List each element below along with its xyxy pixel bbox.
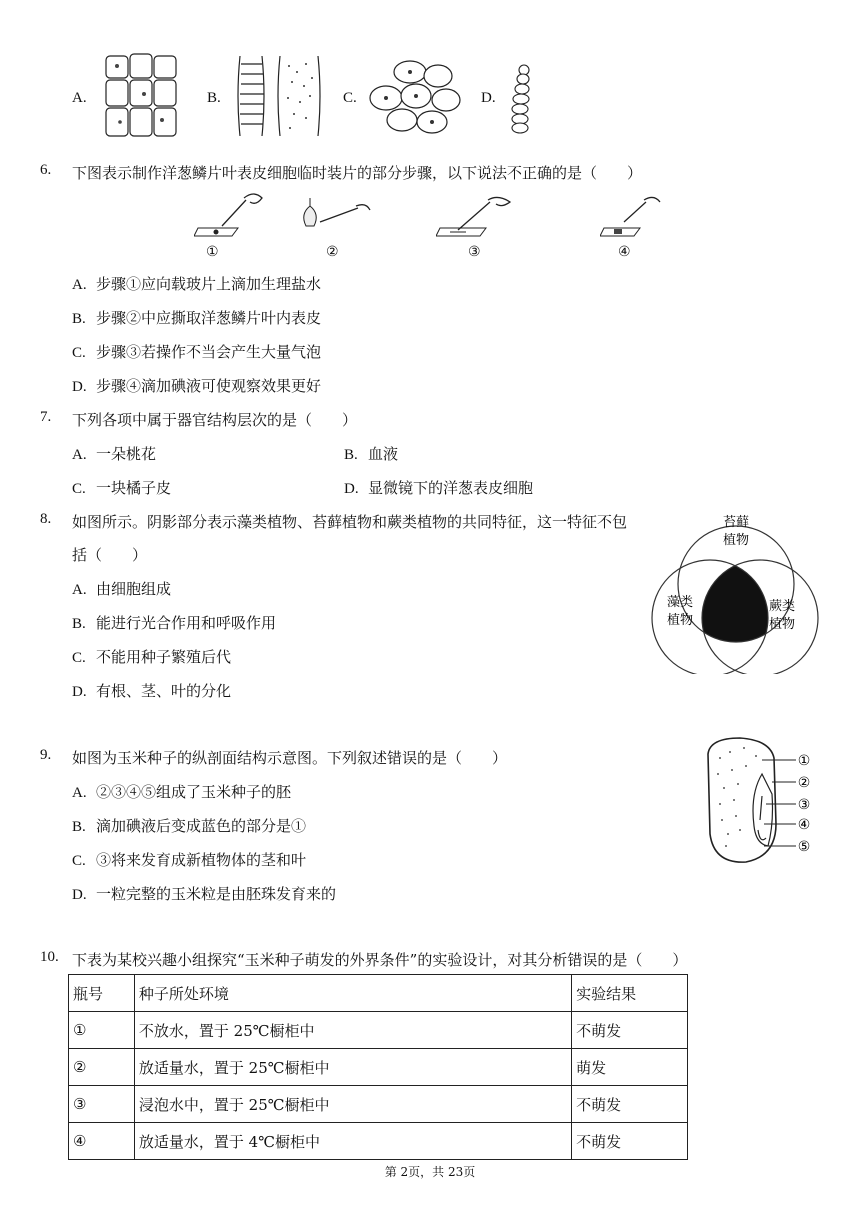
option-text: 血液 <box>368 445 399 463</box>
option-letter: C. <box>72 650 86 666</box>
step-3-figure <box>436 192 516 242</box>
option-text: 一粒完整的玉米粒是由胚珠发育来的 <box>96 885 337 903</box>
venn-left-label-1: 藻类 <box>666 595 694 610</box>
table-cell: 放适量水，置于 25℃橱柜中 <box>134 1049 571 1086</box>
question-number: 8. <box>40 511 52 527</box>
table-cell: ① <box>69 1012 135 1049</box>
q5-option-b-image <box>234 52 324 140</box>
table-cell: 不萌发 <box>572 1012 688 1049</box>
q5-option-c-label: C. <box>343 90 357 106</box>
venn-right-label-2: 植物 <box>768 617 796 632</box>
question-stem: 下列各项中属于器官结构层次的是（ ） <box>72 411 358 429</box>
table-row <box>69 1123 688 1160</box>
q5-option-c-image <box>364 58 468 136</box>
option-letter: A. <box>72 582 87 598</box>
option-d[interactable] <box>72 680 231 701</box>
table-header-cell: 瓶号 <box>69 975 135 1012</box>
option-text: ②③④⑤组成了玉米种子的胚 <box>96 783 292 801</box>
option-b[interactable] <box>72 815 306 836</box>
venn-right-label-1: 蕨类 <box>768 599 796 614</box>
question-number: 9. <box>40 747 52 763</box>
experiment-table <box>68 974 688 1160</box>
option-d[interactable] <box>72 375 321 396</box>
option-text: 步骤③若操作不当会产生大量气泡 <box>96 343 322 361</box>
venn-left-label-2: 植物 <box>666 613 694 628</box>
table-cell: 不放水，置于 25℃橱柜中 <box>134 1012 571 1049</box>
seed-label-4: ④ <box>797 817 811 833</box>
table-cell: 浸泡水中，置于 25℃橱柜中 <box>134 1086 571 1123</box>
option-c[interactable] <box>72 477 171 498</box>
q5-option-b-label: B. <box>207 90 221 106</box>
option-b[interactable] <box>344 443 398 464</box>
page-footer: 第 2页，共 23页 <box>384 1165 476 1179</box>
option-d[interactable] <box>72 883 336 904</box>
step-1-figure <box>194 192 268 242</box>
step-3-label: ③ <box>468 244 481 260</box>
step-1-label: ① <box>206 244 219 260</box>
option-letter: B. <box>72 819 86 835</box>
question-stem-line1: 如图所示。阴影部分表示藻类植物、苔藓植物和蕨类植物的共同特征，这一特征不包 <box>72 513 628 531</box>
corn-seed-diagram <box>700 734 812 870</box>
question-number: 10. <box>40 949 59 965</box>
option-c[interactable] <box>72 341 321 362</box>
table-cell: 不萌发 <box>572 1086 688 1123</box>
seed-label-2: ② <box>797 775 811 791</box>
option-letter: A. <box>72 277 87 293</box>
option-text: 不能用种子繁殖后代 <box>96 648 232 666</box>
question-stem: 下表为某校兴趣小组探究“玉米种子萌发的外界条件”的实验设计，对其分析错误的是（ ） <box>72 951 688 969</box>
step-4-label: ④ <box>618 244 631 260</box>
venn-top-label-2: 植物 <box>722 533 750 548</box>
question-stem: 如图为玉米种子的纵剖面结构示意图。下列叙述错误的是（ ） <box>72 749 508 767</box>
venn-diagram <box>648 504 824 674</box>
option-d[interactable] <box>344 477 533 498</box>
table-row <box>69 1086 688 1123</box>
option-text: 一朵桃花 <box>96 445 157 463</box>
option-letter: A. <box>72 447 87 463</box>
option-letter: A. <box>72 785 87 801</box>
option-b[interactable] <box>72 612 276 633</box>
venn-top-label-1: 苔藓 <box>722 515 750 530</box>
table-cell: 不萌发 <box>572 1123 688 1160</box>
question-stem-line2: 括（ ） <box>72 546 148 564</box>
option-text: 由细胞组成 <box>96 580 172 598</box>
q5-option-a-label: A. <box>72 90 87 106</box>
seed-label-5: ⑤ <box>797 839 811 855</box>
option-letter: D. <box>344 481 359 497</box>
option-letter: B. <box>344 447 358 463</box>
table-cell: 萌发 <box>572 1049 688 1086</box>
table-row <box>69 1049 688 1086</box>
seed-label-1: ① <box>797 753 811 769</box>
question-number: 6. <box>40 162 52 178</box>
step-2-figure <box>296 192 374 242</box>
option-text: 显微镜下的洋葱表皮细胞 <box>368 479 534 497</box>
table-header-cell: 种子所处环境 <box>134 975 571 1012</box>
table-cell: 放适量水，置于 4℃橱柜中 <box>134 1123 571 1160</box>
option-text: 一块橘子皮 <box>96 479 172 497</box>
seed-label-3: ③ <box>797 797 811 813</box>
option-text: 步骤④滴加碘液可使观察效果更好 <box>96 377 322 395</box>
table-header-cell: 实验结果 <box>572 975 688 1012</box>
step-2-label: ② <box>326 244 339 260</box>
option-b[interactable] <box>72 307 321 328</box>
option-a[interactable] <box>72 273 321 294</box>
table-row <box>69 1012 688 1049</box>
option-a[interactable] <box>72 781 291 802</box>
table-cell: ④ <box>69 1123 135 1160</box>
q5-option-d-label: D. <box>481 90 496 106</box>
option-letter: D. <box>72 684 87 700</box>
option-letter: D. <box>72 887 87 903</box>
option-letter: C. <box>72 345 86 361</box>
option-c[interactable] <box>72 849 306 870</box>
option-a[interactable] <box>72 443 156 464</box>
option-letter: B. <box>72 616 86 632</box>
option-letter: D. <box>72 379 87 395</box>
question-number: 7. <box>40 409 52 425</box>
option-text: 步骤①应向载玻片上滴加生理盐水 <box>96 275 322 293</box>
option-c[interactable] <box>72 646 231 667</box>
question-stem: 下图表示制作洋葱鳞片叶表皮细胞临时装片的部分步骤，以下说法不正确的是（ ） <box>72 164 643 182</box>
option-text: ③将来发育成新植物体的茎和叶 <box>96 851 307 869</box>
option-text: 滴加碘液后变成蓝色的部分是① <box>96 817 307 835</box>
option-text: 步骤②中应撕取洋葱鳞片叶内表皮 <box>96 309 322 327</box>
q5-option-a-image <box>100 50 182 142</box>
option-text: 能进行光合作用和呼吸作用 <box>96 614 277 632</box>
option-a[interactable] <box>72 578 171 599</box>
table-header-row <box>69 975 688 1012</box>
option-letter: B. <box>72 311 86 327</box>
step-4-figure <box>600 192 666 242</box>
option-letter: C. <box>72 853 86 869</box>
option-text: 有根、茎、叶的分化 <box>96 682 232 700</box>
table-cell: ③ <box>69 1086 135 1123</box>
option-letter: C. <box>72 481 86 497</box>
q5-option-d-image <box>506 62 540 134</box>
table-cell: ② <box>69 1049 135 1086</box>
